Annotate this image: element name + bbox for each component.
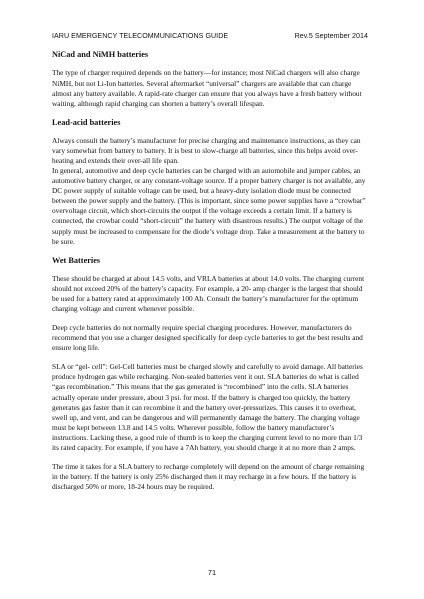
section-heading: Lead-acid batteries [52, 117, 121, 127]
paragraph: These should be charged at about 14.5 volts, and VRLA batteries at about 14.0 volts. The charging current should not exceed 20% of the battery’s capacity. For example, a 20- amp charger is the largest that should be used for a battery rated at approximately 100 Ah. Consult the battery’s manufacturer for the optimum charging voltage and current whenever possible. [52, 274, 365, 314]
section-nicad-nimh [52, 50, 369, 109]
page-number: 71 [207, 568, 217, 577]
section-wet-batteries [52, 256, 369, 492]
header-revision: Rev.5 September 2014 [294, 32, 368, 40]
page-header [52, 32, 368, 40]
paragraph: Deep cycle batteries do not normally require special charging procedures. However, manufacturers do recommend that you use a charger designed specifically for deep cycle batteries to get the best results and ensure long life. [52, 323, 363, 353]
paragraph: The time it takes for a SLA battery to recharge completely will depend on the amount of charge remaining in the battery. If the battery is only 25% discharged then it may recharge in a few hours. If the battery is discharged 50% or more, 18-24 hours may be required. [52, 461, 365, 491]
section-heading: Wet Batteries [52, 255, 101, 265]
paragraph: SLA or “gel- cell”: Gel-Cell batteries must be charged slowly and carefully to avoid damage. All batteries produce hydrogen gas while recharging. Non-sealed batteries vent it out. SLA batteries do what is called “gas recombination.” This means that the gas generated is “recombined” into the cells. SLA batteries actually operate under pressure, about 3 psi. for most. If the battery is charged too quickly, the battery generates gas faster than it can recombine it and the battery over-pressurizes. This causes it to overheat, swell up, and vent, and can be dangerous and will permanently damage the battery. The charging voltage must be kept between 13.8 and 14.5 volts. Wherever possible, follow the battery manufacturer’s instructions. Lacking these, a good rule of thumb is to keep the charging current level to no more than 1/3 its rated capacity. For example, if you have a 7Ah battery, you should charge it at no more than 2 amps. [52, 362, 363, 452]
section-lead-acid [52, 118, 369, 247]
section-heading: NiCad and NiMH batteries [52, 50, 149, 59]
header-title: IARU EMERGENCY TELECOMMUNICATIONS GUIDE [52, 32, 229, 40]
page-content [52, 50, 369, 501]
paragraph: Always consult the battery’s manufacturer for precise charging and maintenance instructions, as they can vary somewhat from battery to battery. It is best to slow-charge all batteries, since this helps avoid over-heating and extends their over-all life span. In general, automotive and deep cycle batteries can be charged with an automobile and jumper cables, an automotive battery charger, or any constant-voltage source. If a proper battery charger is not available, any DC power supply of suitable voltage can be used, but a heavy-duty isolation diode must be connected between the power supply and the battery. (This is important, since some power supplies have a “crowbar” overvoltage circuit, which short-circuits the output if the voltage exceeds a certain limit. If a battery is connected, the crowbar could “short-circuit” the battery with disastrous results.) The output voltage of the supply must be increased to compensate for the diode’s voltage drop. Take a measurement at the battery to be sure. [52, 136, 366, 246]
paragraph: The type of charger required depends on the battery—for instance; most NiCad chargers will also charge NiMH, but not Li-Ion batteries. Several aftermarket “universal” chargers are available that can charge almost any battery available. A rapid-rate charger can ensure that you always have a fresh battery without waiting, although rapid charging can shorten a battery’s overall lifespan. [52, 68, 362, 108]
